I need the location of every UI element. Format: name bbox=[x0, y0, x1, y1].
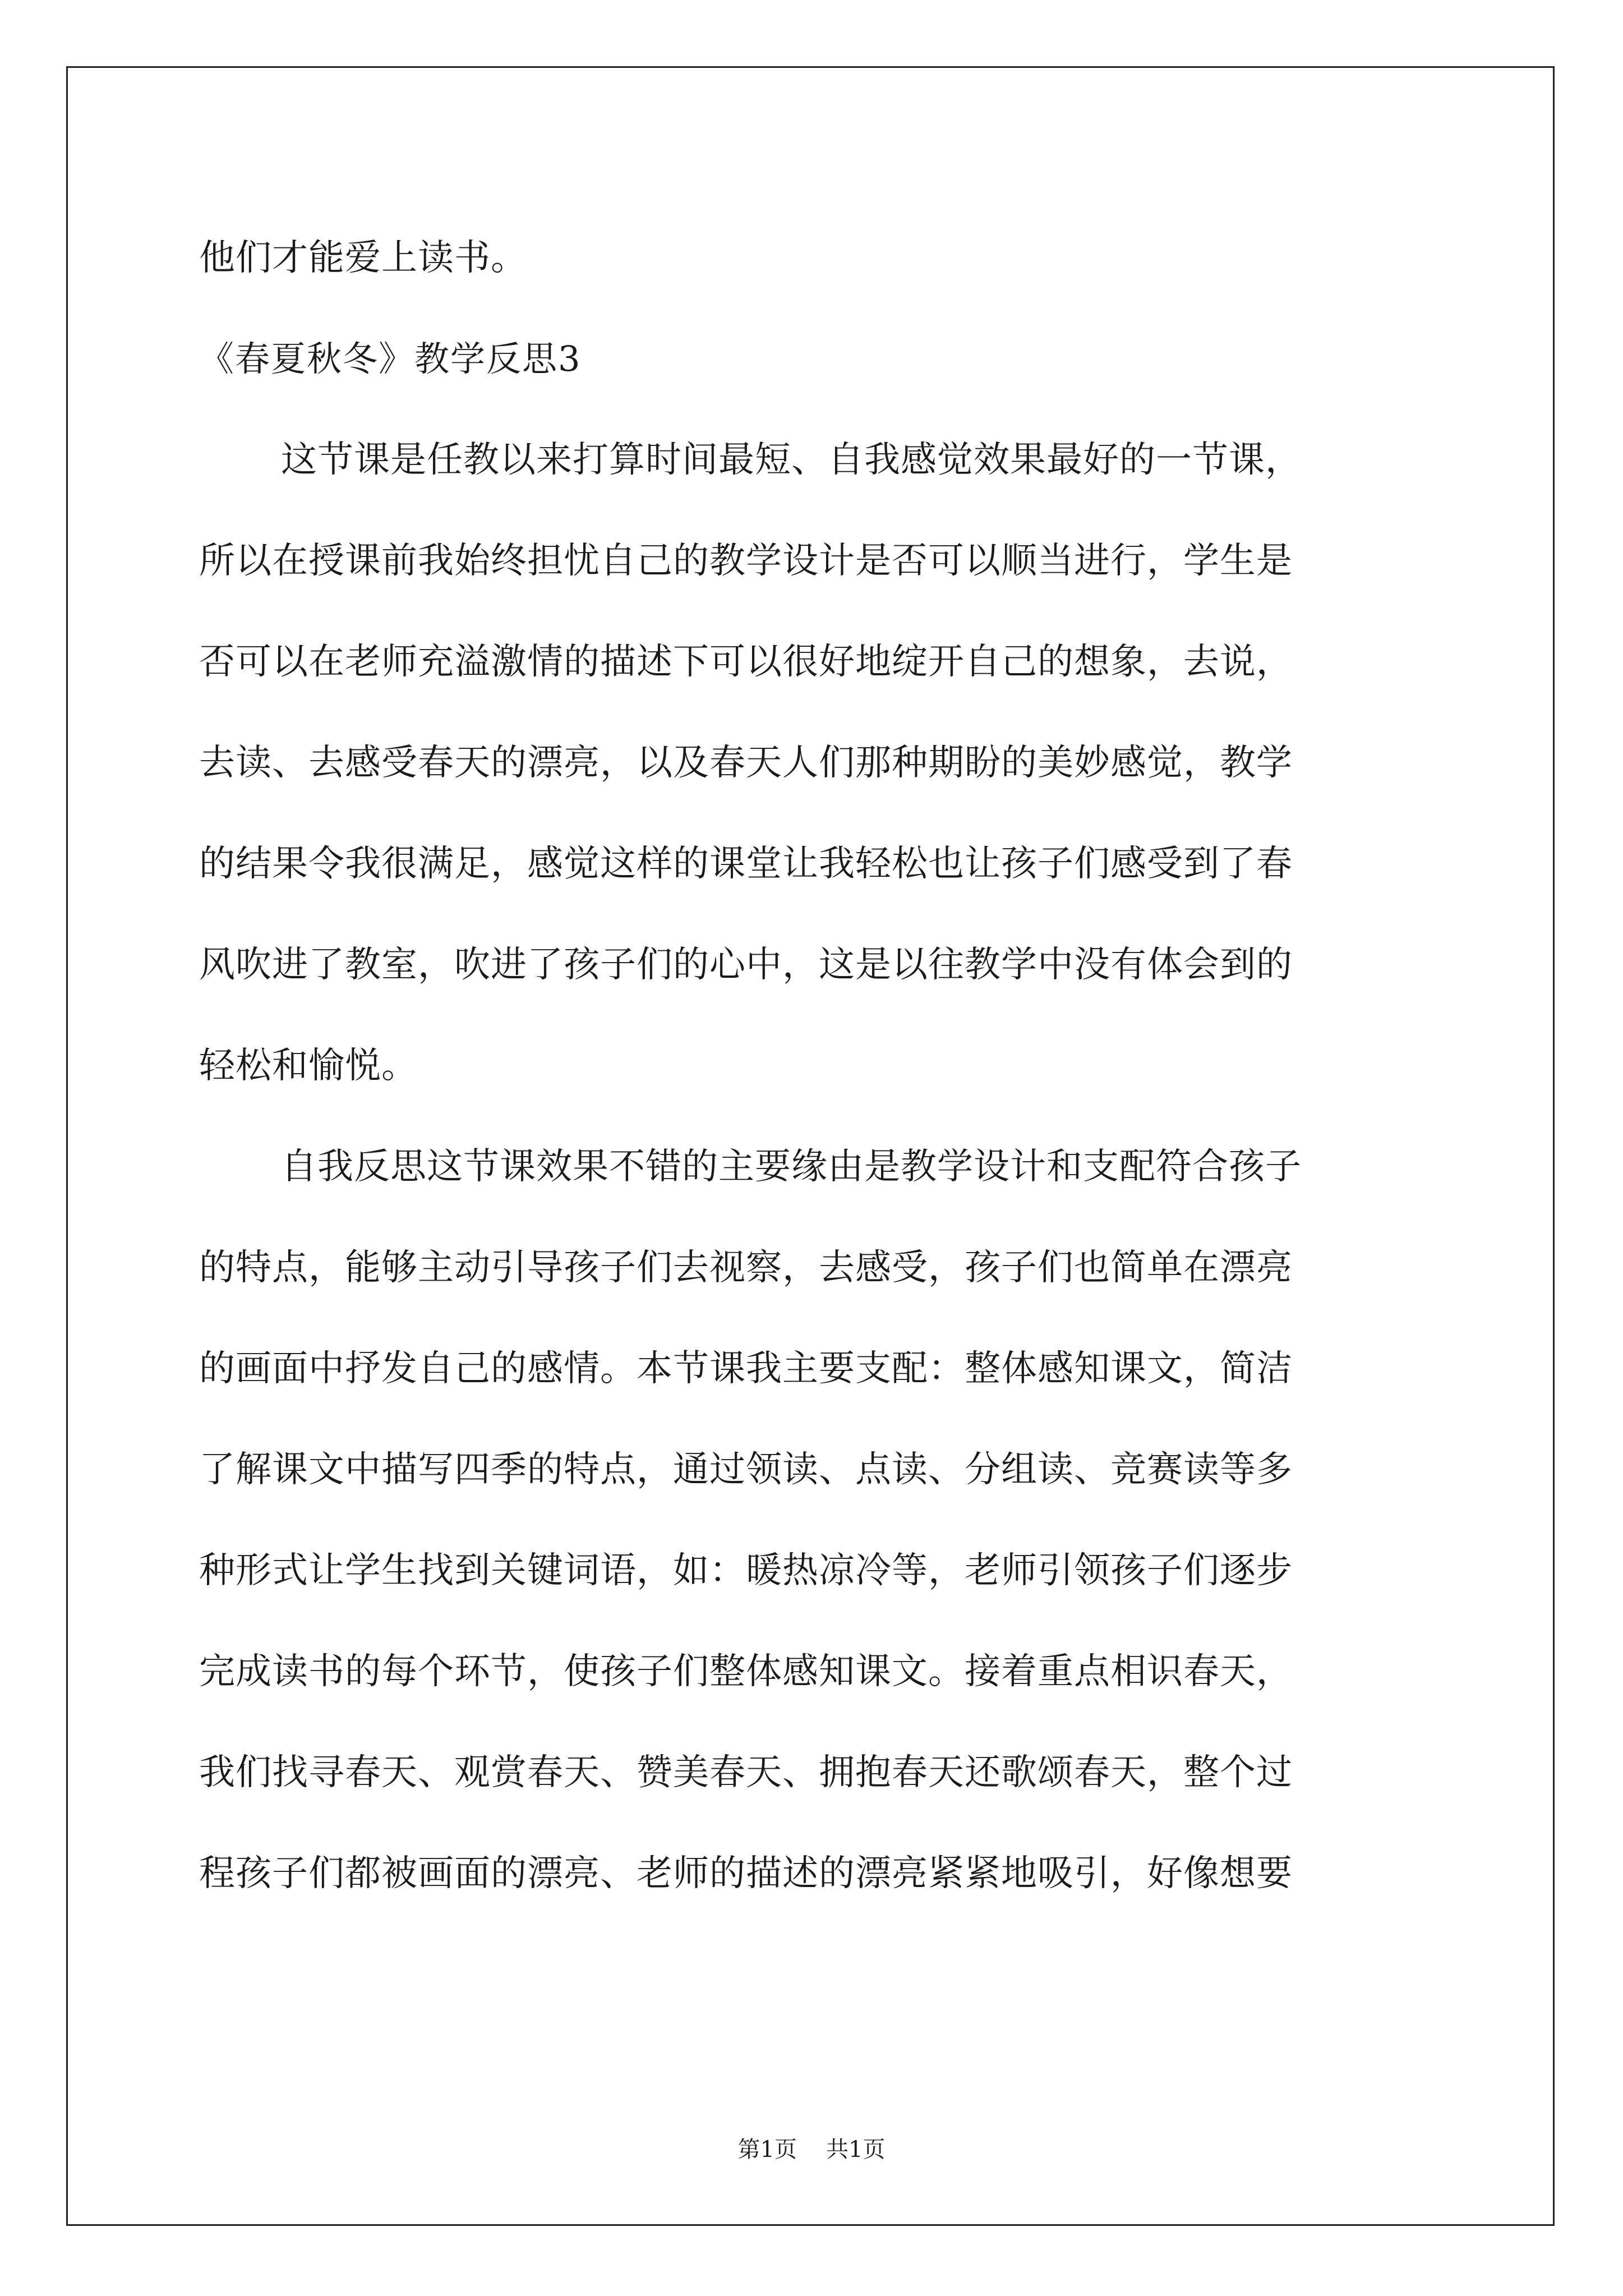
text-line: 的画面中抒发自己的感情。本节课我主要支配：整体感知课文，简洁 bbox=[199, 1348, 1293, 1389]
text-line: 风吹进了教室，吹进了孩子们的心中，这是以往教学中没有体会到的 bbox=[199, 944, 1293, 986]
text-line: 程孩子们都被画面的漂亮、老师的描述的漂亮紧紧地吸引，好像想要 bbox=[199, 1853, 1293, 1894]
paragraph-first-line: 自我反思这节课效果不错的主要缘由是教学设计和支配符合孩子 bbox=[281, 1146, 1302, 1188]
section-heading: 《春夏秋冬》教学反思3 bbox=[199, 338, 582, 379]
text-line: 的特点，能够主动引导孩子们去视察，去感受，孩子们也简单在漂亮 bbox=[199, 1247, 1293, 1289]
text-line: 了解课文中描写四季的特点，通过领读、点读、分组读、竞赛读等多 bbox=[199, 1449, 1293, 1490]
document-body bbox=[199, 208, 1433, 1924]
text-line: 的结果令我很满足，感觉这样的课堂让我轻松也让孩子们感受到了春 bbox=[199, 843, 1293, 885]
text-line: 所以在授课前我始终担忧自己的教学设计是否可以顺当进行，学生是 bbox=[199, 540, 1293, 582]
text-line: 种形式让学生找到关键词语，如：暖热凉冷等，老师引领孩子们逐步 bbox=[199, 1550, 1293, 1591]
paragraph-first-line: 这节课是任教以来打算时间最短、自我感觉效果最好的一节课， bbox=[281, 439, 1302, 481]
page-number-total: 共1页 bbox=[826, 2137, 886, 2162]
text-line: 他们才能爱上读书。 bbox=[199, 237, 527, 279]
page-footer bbox=[0, 2132, 1623, 2164]
text-line: 完成读书的每个环节，使孩子们整体感知课文。接着重点相识春天， bbox=[199, 1651, 1293, 1692]
text-line: 轻松和愉悦。 bbox=[199, 1045, 418, 1087]
page-number-current: 第1页 bbox=[737, 2137, 797, 2162]
text-line: 去读、去感受春天的漂亮，以及春天人们那种期盼的美妙感觉，教学 bbox=[199, 742, 1293, 784]
text-line: 否可以在老师充溢激情的描述下可以很好地绽开自己的想象，去说， bbox=[199, 641, 1293, 683]
text-line: 我们找寻春天、观赏春天、赞美春天、拥抱春天还歌颂春天，整个过 bbox=[199, 1752, 1293, 1793]
